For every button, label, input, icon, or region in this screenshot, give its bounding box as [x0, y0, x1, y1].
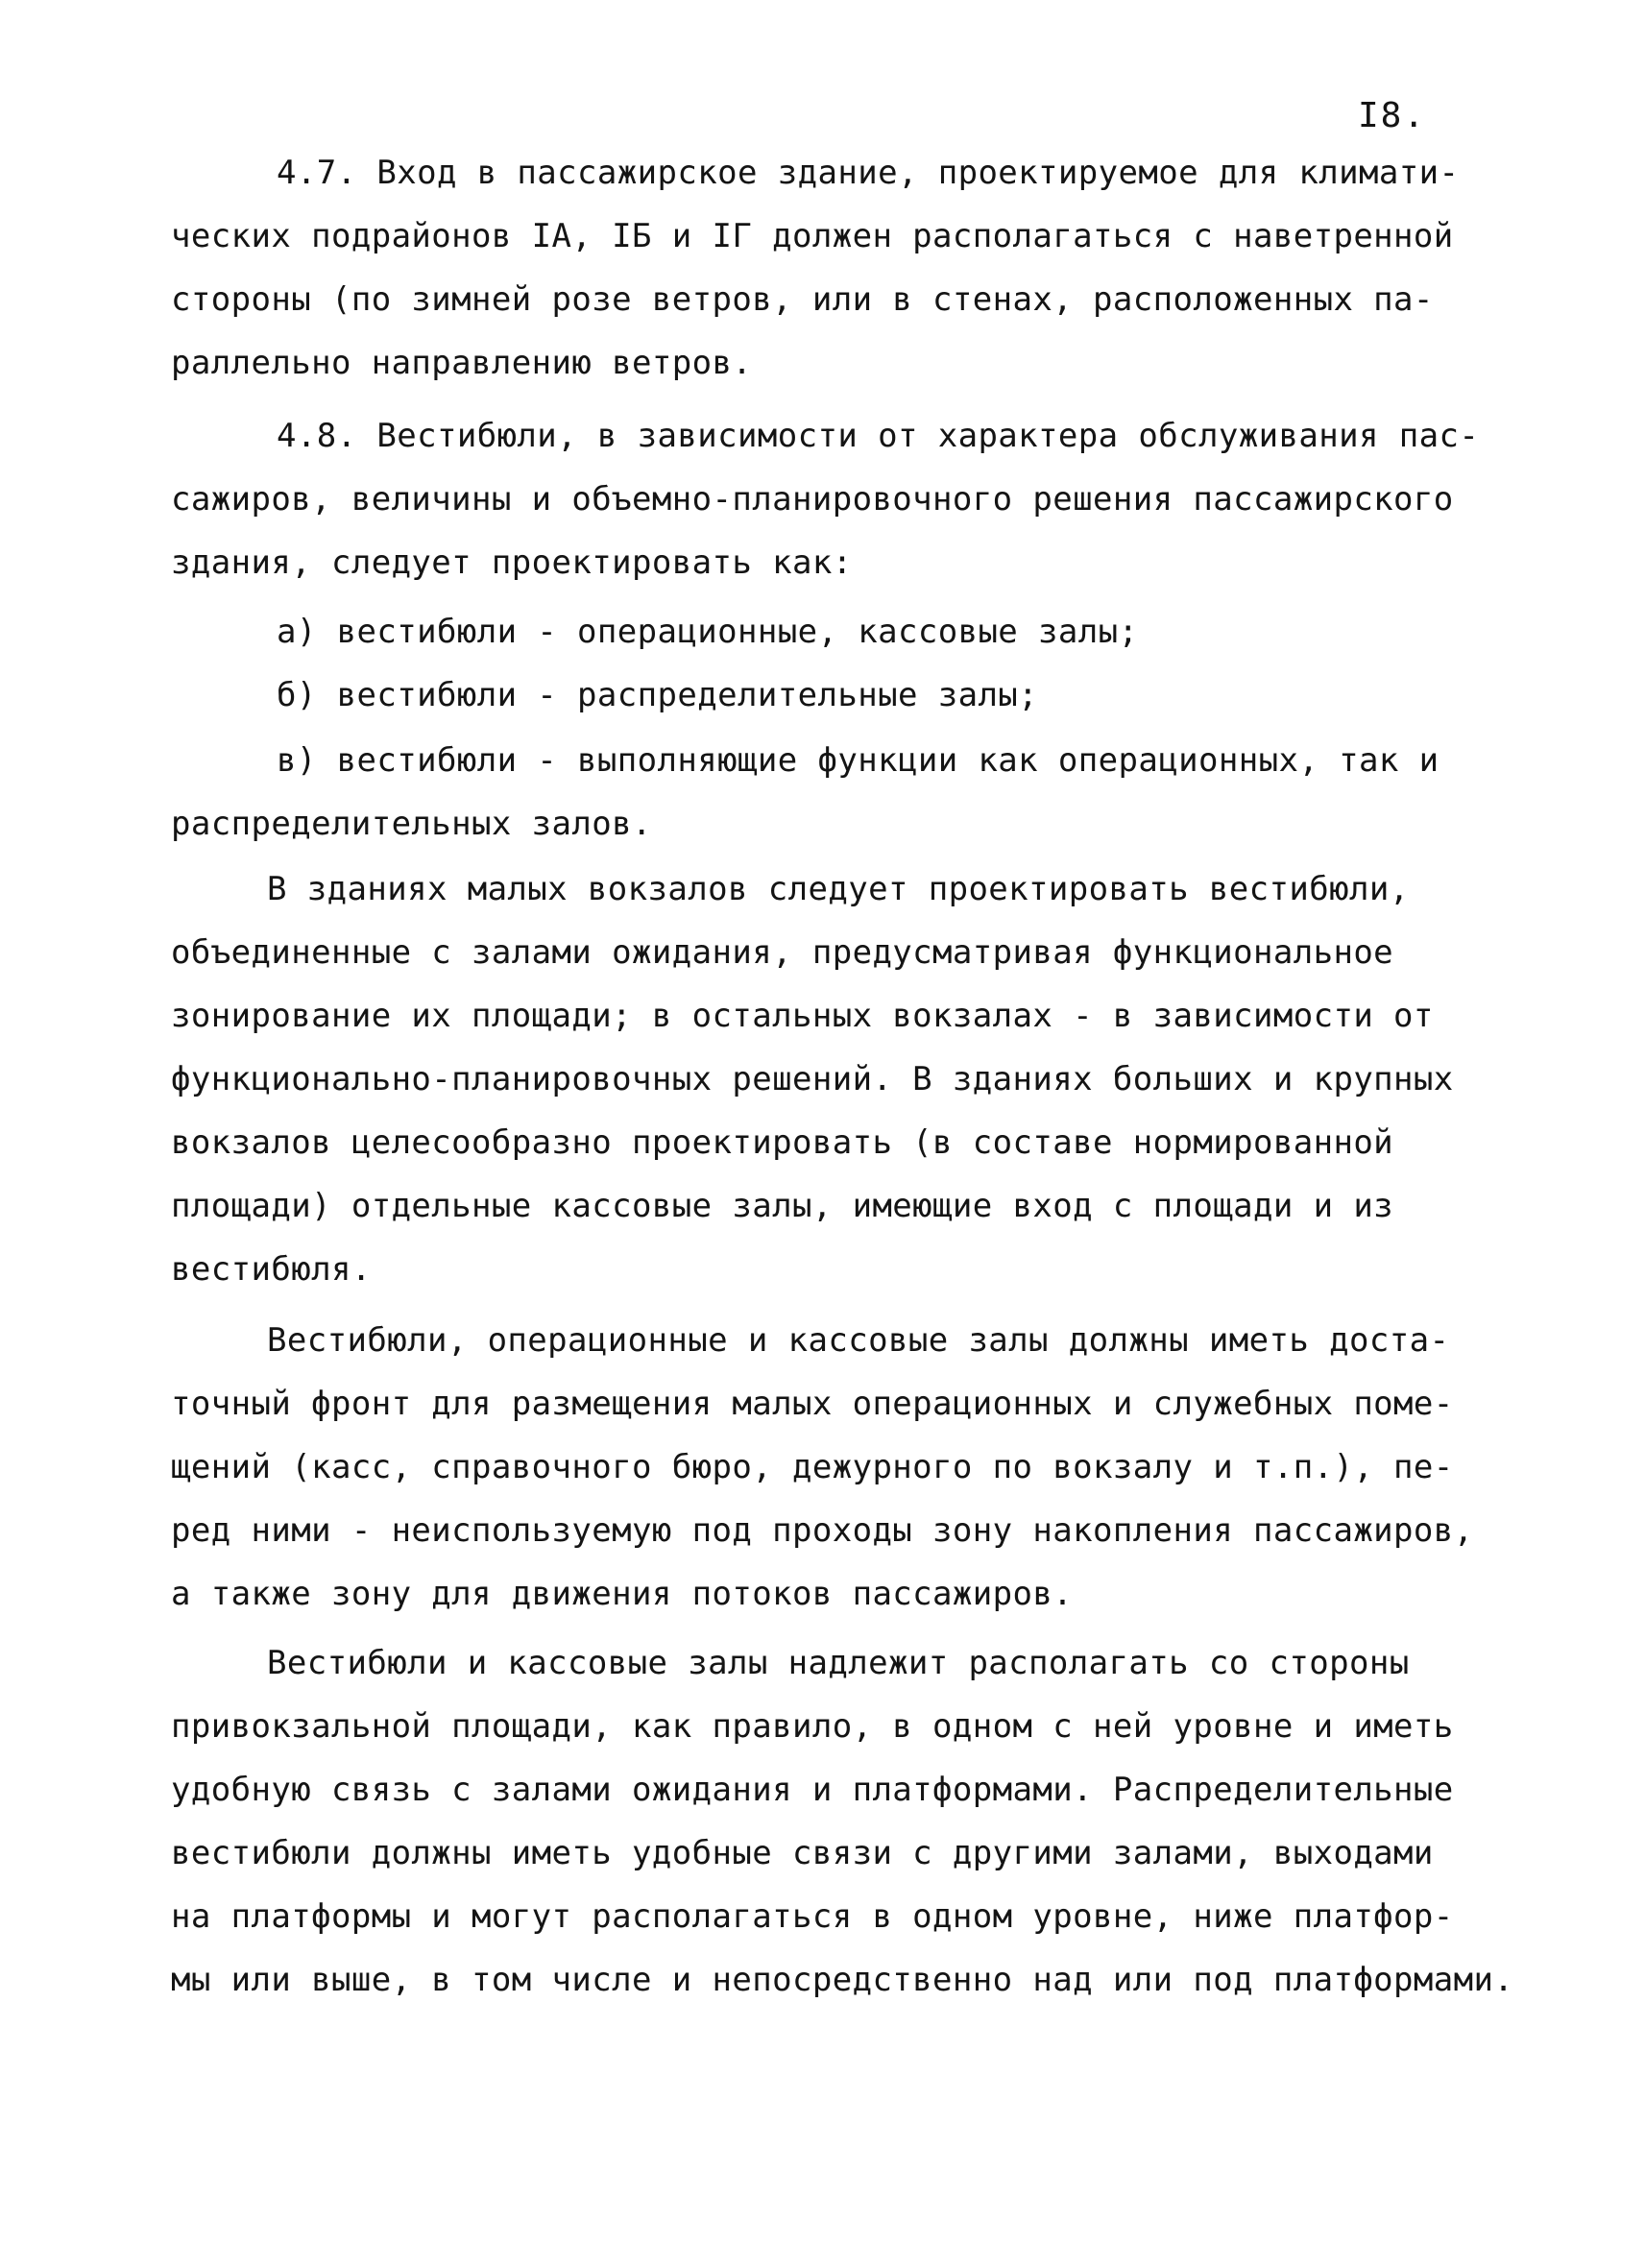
text-line: ческих подрайонов IA, IБ и IГ должен располагаться с наветренной [171, 217, 1454, 255]
text-line: вестибюли должны иметь удобные связи с другими залами, выходами [171, 1834, 1434, 1872]
text-line: привокзальной площади, как правило, в одном с ней уровне и иметь [171, 1707, 1454, 1746]
text-line: распределительных залов. [171, 805, 652, 843]
text-line: вестибюля. [171, 1250, 372, 1289]
text-line: точный фронт для размещения малых операционных и служебных поме- [171, 1385, 1454, 1423]
text-line: раллельно направлению ветров. [171, 344, 753, 382]
text-line: мы или выше, в том числе и непосредственно над или под платформами. [171, 1961, 1514, 1999]
list-item: а) вестибюли - операционные, кассовые залы; [277, 613, 1139, 651]
text-line: здания, следует проектировать как: [171, 543, 853, 582]
text-line: объединенные с залами ожидания, предусматривая функциональное [171, 933, 1394, 972]
text-line: 4.8. Вестибюли, в зависимости от характера обслуживания пас- [277, 417, 1480, 455]
text-line: Вестибюли, операционные и кассовые залы должны иметь доста- [267, 1321, 1450, 1360]
text-line: Вестибюли и кассовые залы надлежит располагать со стороны [267, 1644, 1410, 1682]
text-line: стороны (по зимней розе ветров, или в стенах, расположенных па- [171, 280, 1434, 319]
text-line: сажиров, величины и объемно-планировочного решения пассажирского [171, 480, 1454, 519]
page-number: I8. [1358, 96, 1427, 135]
text-line: а также зону для движения потоков пассажиров. [171, 1575, 1074, 1613]
list-item: в) вестибюли - выполняющие функции как операционных, так и [277, 741, 1439, 780]
text-line: В зданиях малых вокзалов следует проектировать вестибюли, [267, 870, 1410, 908]
text-line: ред ними - неиспользуемую под проходы зону накопления пассажиров, [171, 1511, 1474, 1550]
text-line: удобную связь с залами ожидания и платформами. Распределительные [171, 1771, 1454, 1809]
text-line: 4.7. Вход в пассажирское здание, проектируемое для климати- [277, 154, 1460, 192]
text-line: щений (касс, справочного бюро, дежурного по вокзалу и т.п.), пе- [171, 1448, 1454, 1486]
text-line: на платформы и могут располагаться в одном уровне, ниже платфор- [171, 1897, 1454, 1936]
text-line: вокзалов целесообразно проектировать (в составе нормированной [171, 1123, 1394, 1162]
list-item: б) вестибюли - распределительные залы; [277, 676, 1039, 714]
text-line: функционально-планировочных решений. В зданиях больших и крупных [171, 1060, 1454, 1098]
text-line: площади) отдельные кассовые залы, имеющие вход с площади и из [171, 1187, 1394, 1225]
text-line: зонирование их площади; в остальных вокзалах - в зависимости от [171, 997, 1434, 1035]
